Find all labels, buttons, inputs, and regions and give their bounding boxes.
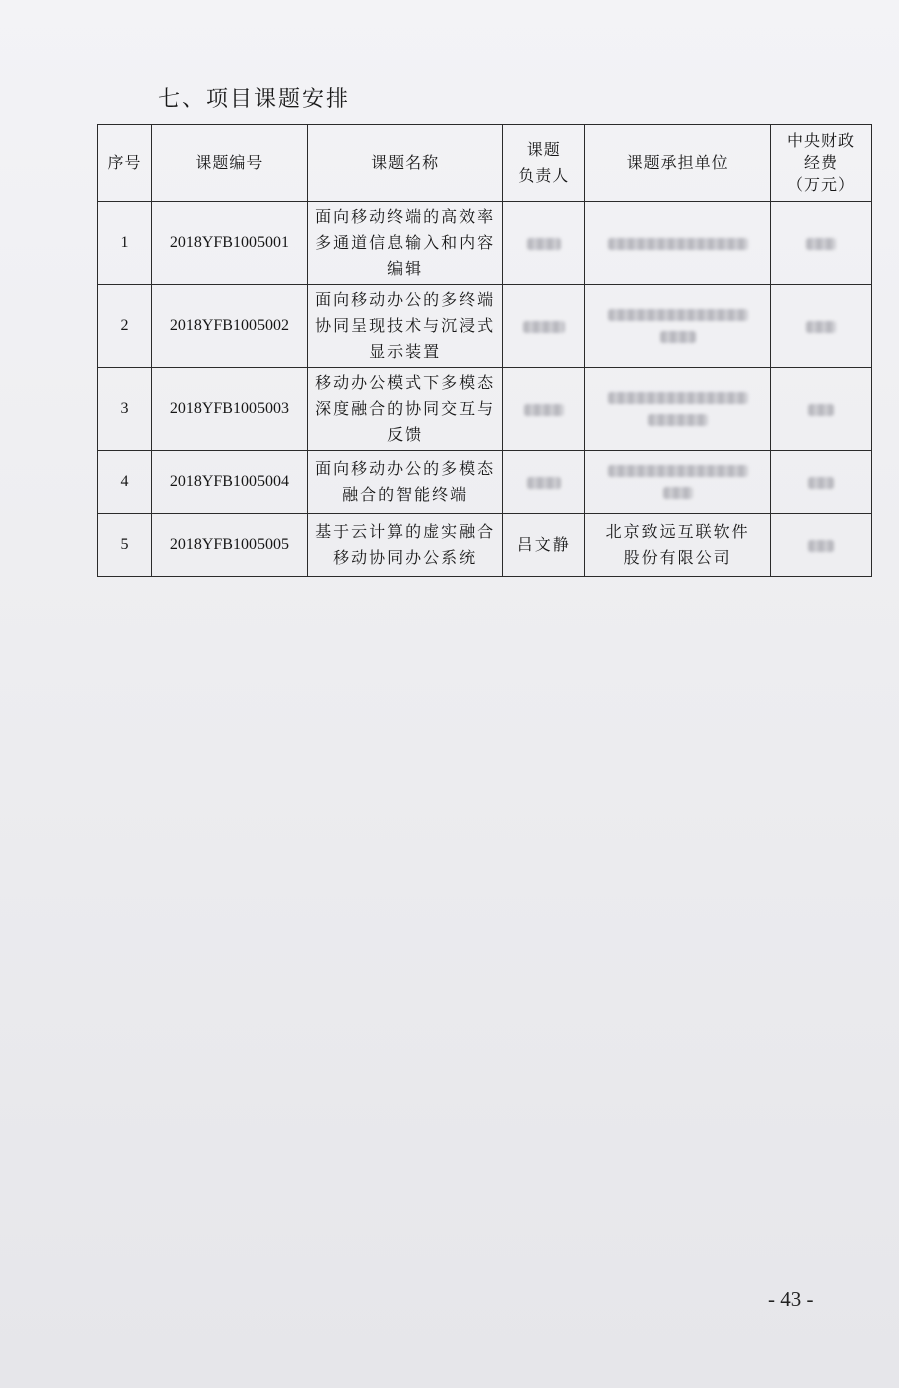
row-funding-redacted — [771, 202, 872, 285]
header-funding-line3: （万元） — [787, 175, 856, 194]
table-row — [98, 285, 872, 368]
row-name: 基于云计算的虚实融合移动协同办公系统 — [307, 514, 502, 577]
row-unit-redacted — [585, 451, 771, 514]
row-unit-redacted — [585, 368, 771, 451]
header-unit: 课题承担单位 — [585, 125, 771, 202]
row-name: 面向移动办公的多模态融合的智能终端 — [307, 451, 502, 514]
header-funding-line2: 经费 — [804, 153, 839, 172]
row-leader-redacted — [503, 451, 585, 514]
row-leader: 吕文静 — [503, 514, 585, 577]
table-header-row — [98, 125, 872, 202]
row-name: 移动办公模式下多模态深度融合的协同交互与反馈 — [307, 368, 502, 451]
header-leader-line1: 课题 — [526, 140, 561, 159]
row-leader-redacted — [503, 368, 585, 451]
header-name: 课题名称 — [307, 125, 502, 202]
row-funding-redacted — [771, 368, 872, 451]
row-funding-redacted — [771, 451, 872, 514]
page-number: - 43 - — [768, 1287, 814, 1311]
header-funding-line1: 中央财政 — [787, 131, 856, 150]
header-index: 序号 — [98, 125, 152, 202]
section-heading: 七、项目课题安排 — [158, 87, 351, 112]
row-name: 面向移动办公的多终端协同呈现技术与沉浸式显示装置 — [307, 285, 502, 368]
table-row — [98, 514, 872, 577]
row-name: 面向移动终端的高效率多通道信息输入和内容编辑 — [307, 202, 502, 285]
row-index: 5 — [98, 514, 152, 577]
row-code: 2018YFB1005005 — [151, 514, 307, 577]
row-code: 2018YFB1005004 — [151, 451, 307, 514]
row-leader-redacted — [503, 202, 585, 285]
project-task-table — [97, 124, 872, 577]
row-unit: 北京致远互联软件股份有限公司 — [585, 514, 771, 577]
row-unit-redacted — [585, 285, 771, 368]
row-index: 4 — [98, 451, 152, 514]
row-funding-redacted — [771, 514, 872, 577]
row-code: 2018YFB1005003 — [151, 368, 307, 451]
row-index: 1 — [98, 202, 152, 285]
row-funding-redacted — [771, 285, 872, 368]
header-code: 课题编号 — [151, 125, 307, 202]
table-row — [98, 202, 872, 285]
header-leader-line2: 负责人 — [518, 166, 570, 185]
row-index: 3 — [98, 368, 152, 451]
row-code: 2018YFB1005001 — [151, 202, 307, 285]
row-unit-redacted — [585, 202, 771, 285]
table-row — [98, 368, 872, 451]
header-funding — [771, 125, 872, 202]
row-code: 2018YFB1005002 — [151, 285, 307, 368]
row-leader-redacted — [503, 285, 585, 368]
row-index: 2 — [98, 285, 152, 368]
table-row — [98, 451, 872, 514]
header-leader — [503, 125, 585, 202]
